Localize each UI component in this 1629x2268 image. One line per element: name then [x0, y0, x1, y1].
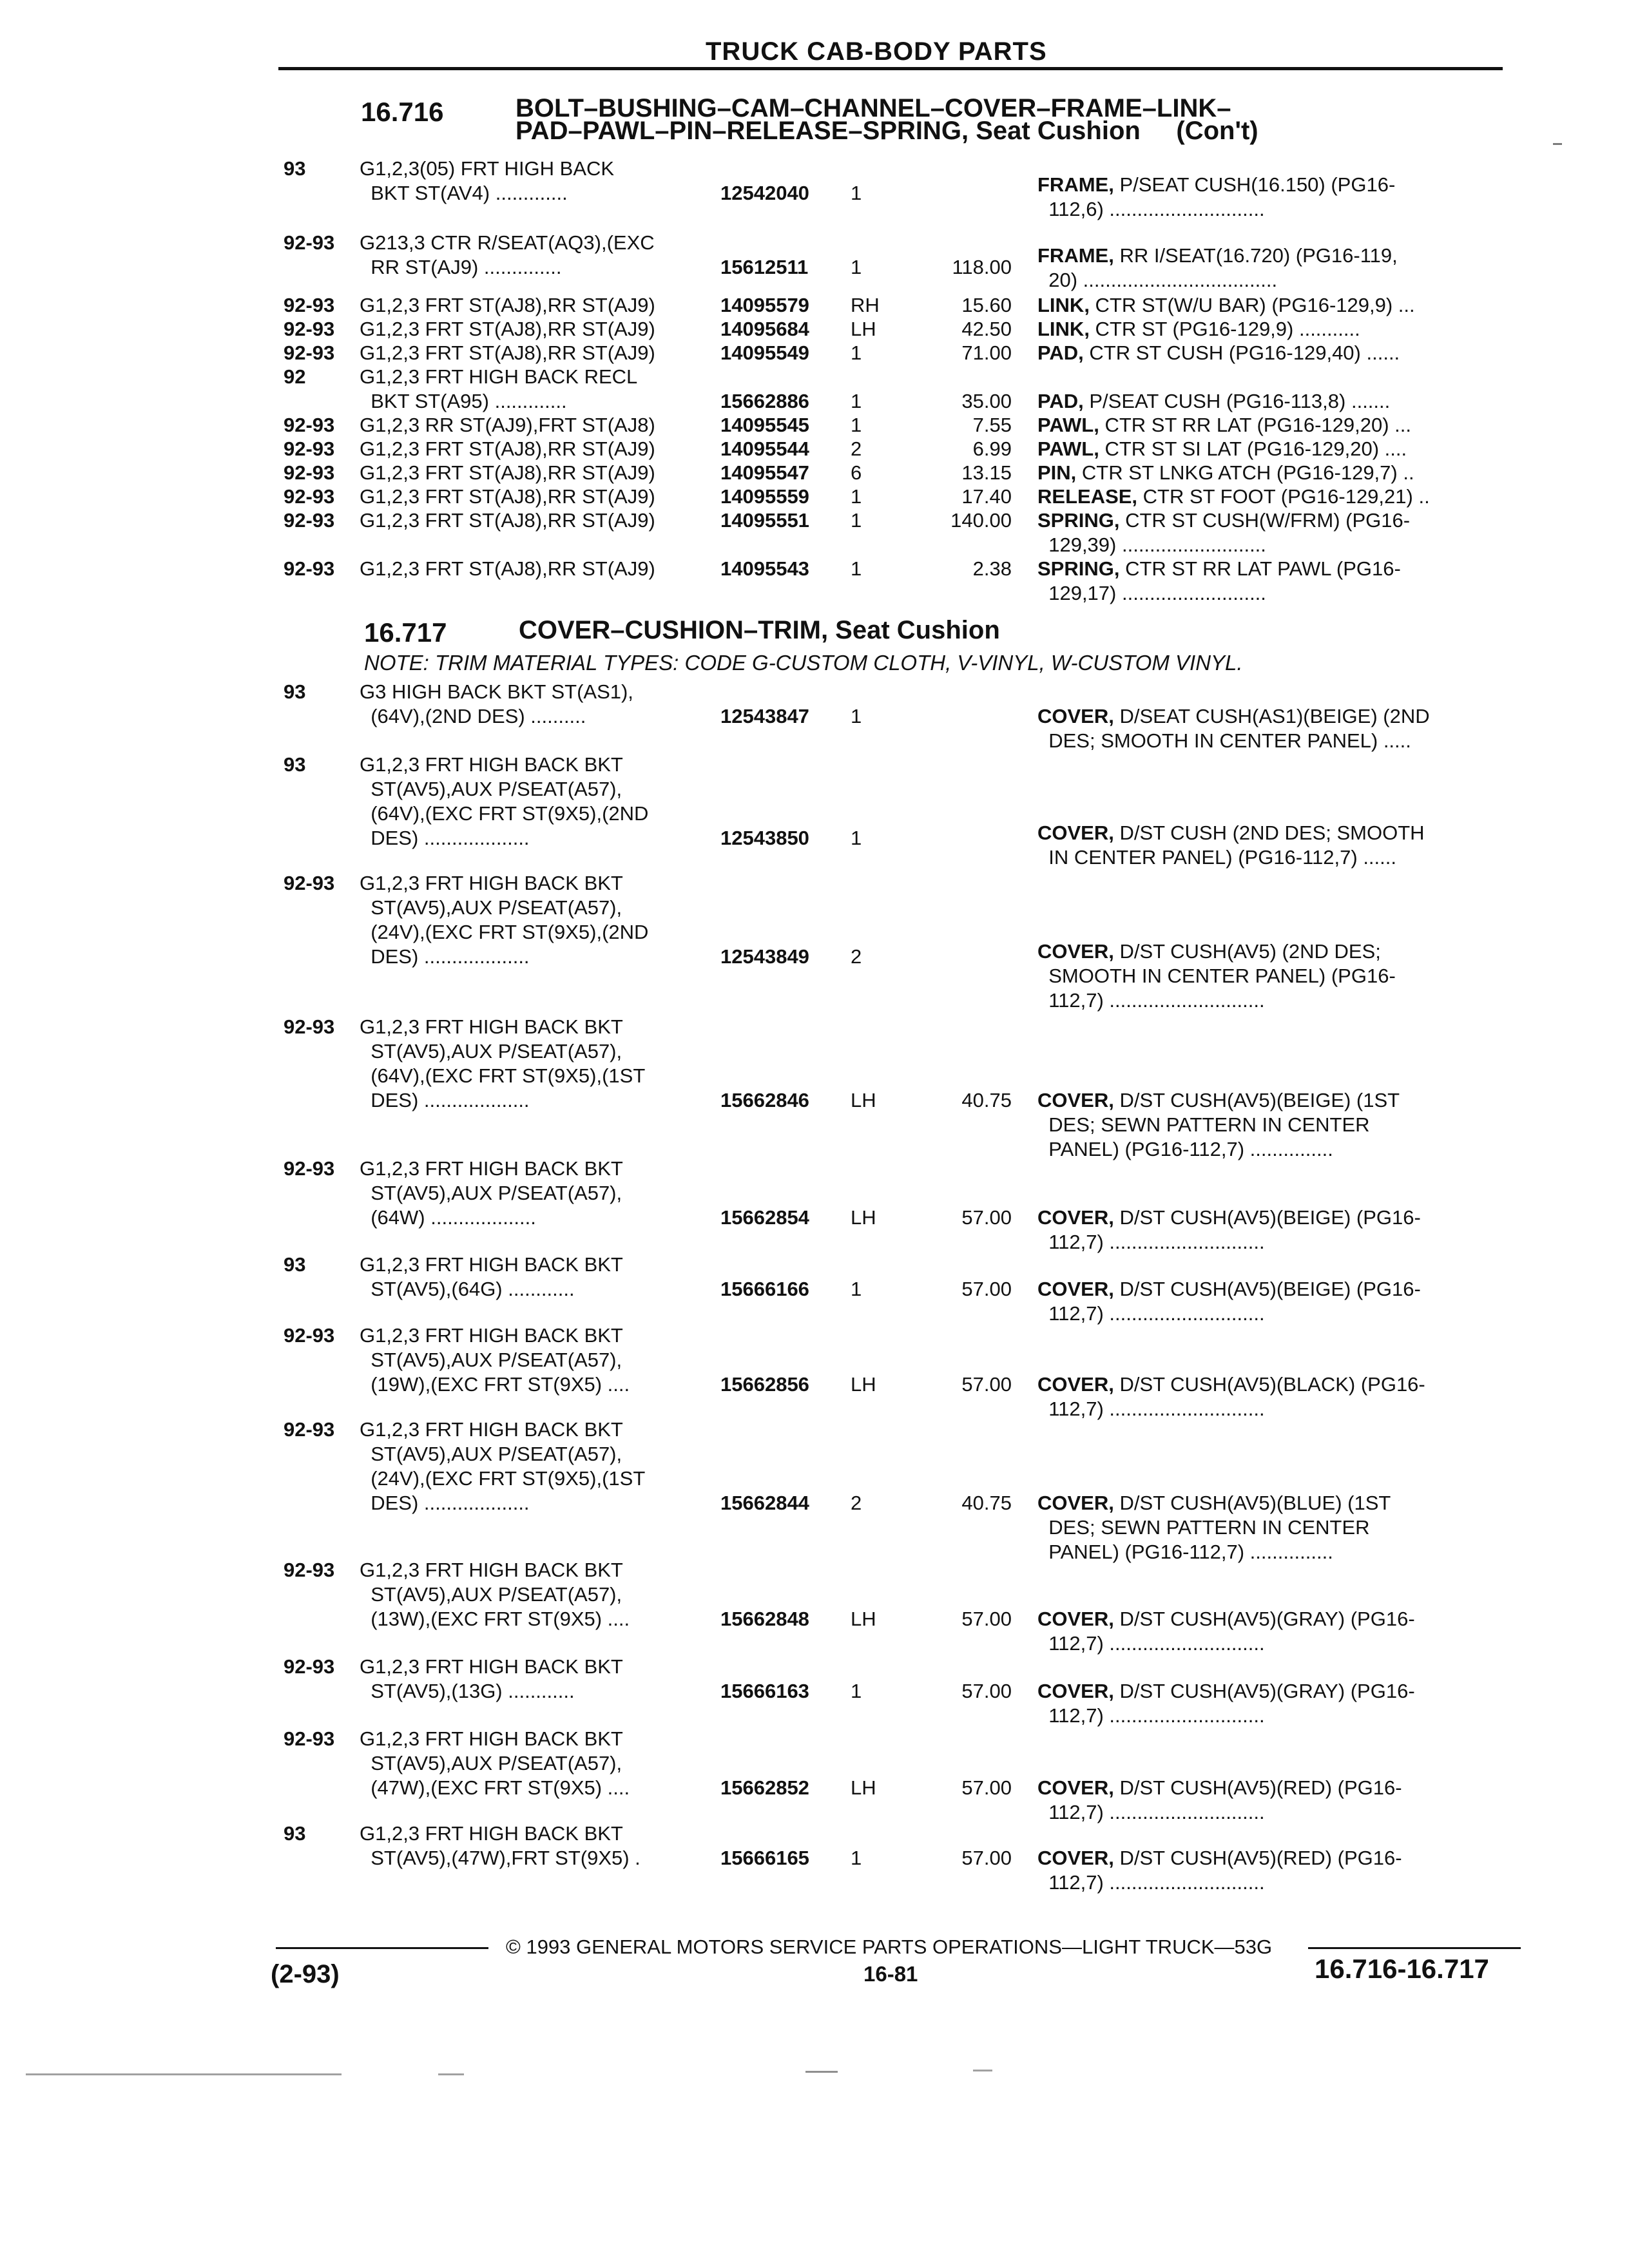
entry-year: 92-93 [284, 1157, 335, 1180]
entry-year: 92-93 [284, 1559, 335, 1581]
entry-name-bold: FRAME, [1037, 173, 1114, 196]
entry-description: G1,2,3 FRT HIGH BACK BKT ST(AV5),AUX P/SEAT(A57), (64V),(EXC FRT ST(9X5),(1ST DES) ................... [360, 1015, 646, 1111]
section-title-16716-line1: BOLT–BUSHING–CAM–CHANNEL–COVER–FRAME–LINK– [516, 94, 1231, 122]
entry-name-bold: COVER, [1037, 940, 1114, 963]
entry-name-bold: PAD, [1037, 341, 1084, 364]
entry-part-number: 15662852 [720, 1776, 809, 1799]
entry-part-number: 14095544 [720, 437, 809, 460]
footer-section-range: 16.716-16.717 [1315, 1954, 1489, 1984]
entry-quantity: 1 [851, 1680, 862, 1702]
entry-description: G1,2,3 FRT HIGH BACK BKT ST(AV5),AUX P/SEAT(A57), (64V),(EXC FRT ST(9X5),(2ND DES) ................... [360, 753, 649, 849]
entry-quantity: RH [851, 294, 880, 316]
entry-part-number: 15612511 [720, 256, 809, 278]
entry-description: G1,2,3 FRT HIGH BACK BKT ST(AV5),(47W),FRT ST(9X5) . [360, 1822, 641, 1869]
entry-price: 57.00 [961, 1206, 1012, 1229]
entry-name-bold: PAD, [1037, 390, 1084, 412]
entry-part-number: 14095559 [720, 485, 809, 508]
entry-name-bold: PAWL, [1037, 414, 1099, 436]
entry-quantity: 1 [851, 1847, 862, 1869]
entry-year: 92-93 [284, 872, 335, 894]
entry-year: 93 [284, 680, 306, 703]
trim-material-note: NOTE: TRIM MATERIAL TYPES: CODE G-CUSTOM CLOTH, V-VINYL, W-CUSTOM VINYL. [364, 651, 1243, 675]
entry-quantity: LH [851, 1373, 876, 1396]
entry-part-number: 14095551 [720, 509, 809, 532]
entry-part-number: 15662846 [720, 1089, 809, 1111]
entry-year: 92-93 [284, 557, 335, 580]
entry-price: 71.00 [961, 341, 1012, 364]
entry-quantity: LH [851, 1608, 876, 1630]
entry-name: D/ST CUSH(AV5)(GRAY) (PG16- 112,7) ............................ [1048, 1680, 1415, 1727]
entry-name: D/ST CUSH(AV5)(RED) (PG16- 112,7) ............................ [1048, 1847, 1402, 1894]
entry-part-number: 14095543 [720, 557, 809, 580]
entry-quantity: LH [851, 1089, 876, 1111]
entry-name: D/ST CUSH(AV5)(BLUE) (1ST DES; SEWN PATTERN IN CENTER PANEL) (PG16-112,7) ............... [1048, 1492, 1391, 1563]
entry-year: 92-93 [284, 509, 335, 532]
entry-price: 35.00 [961, 390, 1012, 412]
entry-price: 57.00 [961, 1847, 1012, 1869]
entry-year: 92-93 [284, 485, 335, 508]
entry-part-number: 15662856 [720, 1373, 809, 1396]
entry-part-number: 12543849 [720, 945, 809, 968]
entry-quantity: 1 [851, 256, 862, 278]
footer-date: (2-93) [271, 1960, 340, 1988]
entry-quantity: 1 [851, 390, 862, 412]
scan-artifact [973, 2070, 992, 2071]
entry-year: 92-93 [284, 231, 335, 254]
entry-name: CTR ST CUSH (PG16-129,40) ...... [1083, 341, 1400, 364]
entry-part-number: 15666165 [720, 1847, 809, 1869]
entry-price: 118.00 [952, 256, 1012, 278]
entry-name: D/ST CUSH(AV5)(BLACK) (PG16- 112,7) ............................ [1048, 1373, 1425, 1420]
section-number-16716: 16.716 [361, 97, 444, 127]
entry-name-bold: SPRING, [1037, 557, 1120, 580]
scan-artifact [26, 2073, 342, 2075]
entry-name: D/SEAT CUSH(AS1)(BEIGE) (2ND DES; SMOOTH IN CENTER PANEL) ..... [1048, 705, 1430, 752]
entry-description: G3 HIGH BACK BKT ST(AS1), (64V),(2ND DES) .......... [360, 680, 633, 727]
entry-description: G1,2,3 FRT ST(AJ8),RR ST(AJ9) [360, 557, 655, 580]
entry-part-number: 15662844 [720, 1492, 809, 1514]
entry-name-bold: COVER, [1037, 1278, 1114, 1300]
entry-name-bold: LINK, [1037, 294, 1090, 316]
entry-price: 42.50 [961, 318, 1012, 340]
entry-name-bold: COVER, [1037, 822, 1114, 844]
entry-quantity: LH [851, 1776, 876, 1799]
entry-name: P/SEAT CUSH (PG16-113,8) ....... [1083, 390, 1391, 412]
entry-price: 7.55 [972, 414, 1012, 436]
entry-quantity: 2 [851, 945, 862, 968]
entry-year: 92-93 [284, 1324, 335, 1347]
entry-part-number: 12543850 [720, 827, 809, 849]
entry-price: 57.00 [961, 1608, 1012, 1630]
entry-description: G1,2,3 FRT ST(AJ8),RR ST(AJ9) [360, 509, 655, 532]
entry-name-bold: RELEASE, [1037, 485, 1138, 508]
footer-rule-right [1308, 1947, 1521, 1949]
entry-name: CTR ST CUSH(W/FRM) (PG16- 129,39) .......................... [1048, 509, 1411, 556]
entry-year: 92 [284, 365, 306, 388]
footer-rule-left [276, 1947, 488, 1949]
entry-name: D/ST CUSH(AV5)(BEIGE) (1ST DES; SEWN PATTERN IN CENTER PANEL) (PG16-112,7) ............... [1048, 1089, 1400, 1160]
entry-name-bold: PIN, [1037, 461, 1077, 484]
entry-quantity: 1 [851, 182, 862, 204]
entry-price: 40.75 [961, 1089, 1012, 1111]
entry-name: CTR ST (PG16-129,9) ........... [1089, 318, 1360, 340]
section-title-16717: COVER–CUSHION–TRIM, Seat Cushion [519, 616, 1000, 644]
entry-year: 92-93 [284, 1418, 335, 1441]
entry-name-bold: COVER, [1037, 1206, 1114, 1229]
entry-name: CTR ST RR LAT (PG16-129,20) ... [1099, 414, 1411, 436]
entry-name: D/ST CUSH(AV5)(BEIGE) (PG16- 112,7) ............................ [1048, 1206, 1421, 1253]
entry-name: CTR ST SI LAT (PG16-129,20) .... [1099, 437, 1407, 460]
entry-price: 40.75 [961, 1492, 1012, 1514]
page-header-title: TRUCK CAB-BODY PARTS [706, 37, 1047, 66]
entry-part-number: 12542040 [720, 182, 809, 204]
entry-name-bold: COVER, [1037, 1373, 1114, 1396]
entry-year: 93 [284, 1822, 306, 1845]
entry-year: 93 [284, 157, 306, 180]
entry-year: 92-93 [284, 414, 335, 436]
entry-description: G1,2,3 FRT HIGH BACK BKT ST(AV5),AUX P/SEAT(A57), (13W),(EXC FRT ST(9X5) .... [360, 1559, 630, 1630]
entry-description: G1,2,3 FRT ST(AJ8),RR ST(AJ9) [360, 294, 655, 316]
entry-quantity: 1 [851, 705, 862, 727]
entry-quantity: 1 [851, 1278, 862, 1300]
entry-quantity: 2 [851, 1492, 862, 1514]
entry-price: 2.38 [972, 557, 1012, 580]
entry-name-bold: COVER, [1037, 705, 1114, 727]
entry-part-number: 15662886 [720, 390, 809, 412]
entry-description: G1,2,3 FRT ST(AJ8),RR ST(AJ9) [360, 485, 655, 508]
entry-part-number: 14095579 [720, 294, 809, 316]
entry-description: G1,2,3 FRT HIGH BACK BKT ST(AV5),AUX P/SEAT(A57), (19W),(EXC FRT ST(9X5) .... [360, 1324, 630, 1396]
entry-description: G1,2,3 FRT ST(AJ8),RR ST(AJ9) [360, 318, 655, 340]
entry-price: 15.60 [961, 294, 1012, 316]
entry-name: D/ST CUSH (2ND DES; SMOOTH IN CENTER PANEL) (PG16-112,7) ...... [1048, 822, 1425, 869]
footer-page-number: 16-81 [863, 1962, 918, 1986]
entry-name: CTR ST(W/U BAR) (PG16-129,9) ... [1089, 294, 1415, 316]
scan-artifact [805, 2071, 838, 2073]
entry-quantity: 1 [851, 509, 862, 532]
entry-part-number: 15662848 [720, 1608, 809, 1630]
entry-name-bold: COVER, [1037, 1089, 1114, 1111]
entry-quantity: 6 [851, 461, 862, 484]
entry-description: G1,2,3 FRT HIGH BACK BKT ST(AV5),AUX P/SEAT(A57), (64W) ................... [360, 1157, 623, 1229]
entry-name: D/ST CUSH(AV5)(RED) (PG16- 112,7) ............................ [1048, 1776, 1402, 1823]
entry-name-bold: COVER, [1037, 1847, 1114, 1869]
entry-quantity: 2 [851, 437, 862, 460]
entry-part-number: 15662854 [720, 1206, 809, 1229]
entry-description: G1,2,3 FRT HIGH BACK BKT ST(AV5),AUX P/SEAT(A57), (47W),(EXC FRT ST(9X5) .... [360, 1727, 630, 1799]
entry-quantity: 1 [851, 557, 862, 580]
entry-year: 92-93 [284, 318, 335, 340]
entry-description: G1,2,3 FRT HIGH BACK BKT ST(AV5),(64G) ............ [360, 1253, 623, 1300]
entry-name-bold: COVER, [1037, 1680, 1114, 1702]
entry-quantity: 1 [851, 341, 862, 364]
entry-part-number: 14095545 [720, 414, 809, 436]
entry-price: 6.99 [972, 437, 1012, 460]
section-number-16717: 16.717 [364, 617, 447, 648]
entry-year: 92-93 [284, 341, 335, 364]
entry-description: G1,2,3(05) FRT HIGH BACK BKT ST(AV4) ............. [360, 157, 615, 204]
entry-quantity: 1 [851, 414, 862, 436]
entry-description: G1,2,3 FRT ST(AJ8),RR ST(AJ9) [360, 461, 655, 484]
entry-description: G213,3 CTR R/SEAT(AQ3),(EXC RR ST(AJ9) .............. [360, 231, 655, 278]
entry-description: G1,2,3 FRT HIGH BACK BKT ST(AV5),AUX P/SEAT(A57), (24V),(EXC FRT ST(9X5),(1ST DES) ................... [360, 1418, 646, 1514]
entry-name-bold: COVER, [1037, 1492, 1114, 1514]
entry-quantity: 1 [851, 827, 862, 849]
entry-year: 92-93 [284, 1015, 335, 1038]
entry-description: G1,2,3 FRT HIGH BACK RECL BKT ST(A95) ............. [360, 365, 638, 412]
entry-part-number: 15666163 [720, 1680, 809, 1702]
entry-year: 92-93 [284, 437, 335, 460]
entry-name: P/SEAT CUSH(16.150) (PG16- 112,6) ............................ [1048, 173, 1396, 220]
entry-name: D/ST CUSH(AV5)(BEIGE) (PG16- 112,7) ............................ [1048, 1278, 1421, 1325]
entry-name: RR I/SEAT(16.720) (PG16-119, 20) ................................... [1048, 244, 1398, 291]
entry-price: 57.00 [961, 1278, 1012, 1300]
entry-description: G1,2,3 FRT HIGH BACK BKT ST(AV5),AUX P/SEAT(A57), (24V),(EXC FRT ST(9X5),(2ND DES) ................... [360, 872, 649, 968]
section-title-16716-line2: PAD–PAWL–PIN–RELEASE–SPRING, Seat Cushion (Con't) [516, 117, 1258, 145]
entry-name-bold: SPRING, [1037, 509, 1120, 532]
entry-year: 93 [284, 1253, 306, 1276]
entry-name-bold: PAWL, [1037, 437, 1099, 460]
entry-year: 92-93 [284, 461, 335, 484]
scan-artifact [438, 2073, 464, 2075]
entry-part-number: 14095547 [720, 461, 809, 484]
entry-year: 93 [284, 753, 306, 776]
entry-quantity: LH [851, 318, 876, 340]
entry-description: G1,2,3 FRT ST(AJ8),RR ST(AJ9) [360, 437, 655, 460]
entry-description: G1,2,3 FRT ST(AJ8),RR ST(AJ9) [360, 341, 655, 364]
entry-part-number: 15666166 [720, 1278, 809, 1300]
entry-name: CTR ST RR LAT PAWL (PG16- 129,17) .......................... [1048, 557, 1401, 604]
entry-name: D/ST CUSH(AV5)(GRAY) (PG16- 112,7) ............................ [1048, 1608, 1415, 1655]
entry-name-bold: LINK, [1037, 318, 1090, 340]
entry-quantity: 1 [851, 485, 862, 508]
entry-name-bold: COVER, [1037, 1776, 1114, 1799]
entry-price: 13.15 [961, 461, 1012, 484]
entry-part-number: 14095684 [720, 318, 809, 340]
entry-name-bold: COVER, [1037, 1608, 1114, 1630]
entry-name: D/ST CUSH(AV5) (2ND DES; SMOOTH IN CENTER PANEL) (PG16- 112,7) ............................ [1048, 940, 1396, 1012]
entry-name: CTR ST FOOT (PG16-129,21) .. [1137, 485, 1430, 508]
entry-name-bold: FRAME, [1037, 244, 1114, 267]
entry-year: 92-93 [284, 1727, 335, 1750]
entry-price: 57.00 [961, 1373, 1012, 1396]
entry-year: 92-93 [284, 1655, 335, 1678]
footer-copyright: © 1993 GENERAL MOTORS SERVICE PARTS OPERATIONS—LIGHT TRUCK—53G [506, 1936, 1273, 1958]
header-rule [278, 67, 1503, 70]
entry-price: 57.00 [961, 1680, 1012, 1702]
entry-description: G1,2,3 RR ST(AJ9),FRT ST(AJ8) [360, 414, 655, 436]
entry-price: 57.00 [961, 1776, 1012, 1799]
scan-artifact [1553, 143, 1562, 145]
entry-part-number: 14095549 [720, 341, 809, 364]
entry-price: 17.40 [961, 485, 1012, 508]
entry-quantity: LH [851, 1206, 876, 1229]
entry-year: 92-93 [284, 294, 335, 316]
entry-name: CTR ST LNKG ATCH (PG16-129,7) .. [1076, 461, 1414, 484]
entry-description: G1,2,3 FRT HIGH BACK BKT ST(AV5),(13G) ............ [360, 1655, 623, 1702]
entry-part-number: 12543847 [720, 705, 809, 727]
entry-price: 140.00 [950, 509, 1012, 532]
